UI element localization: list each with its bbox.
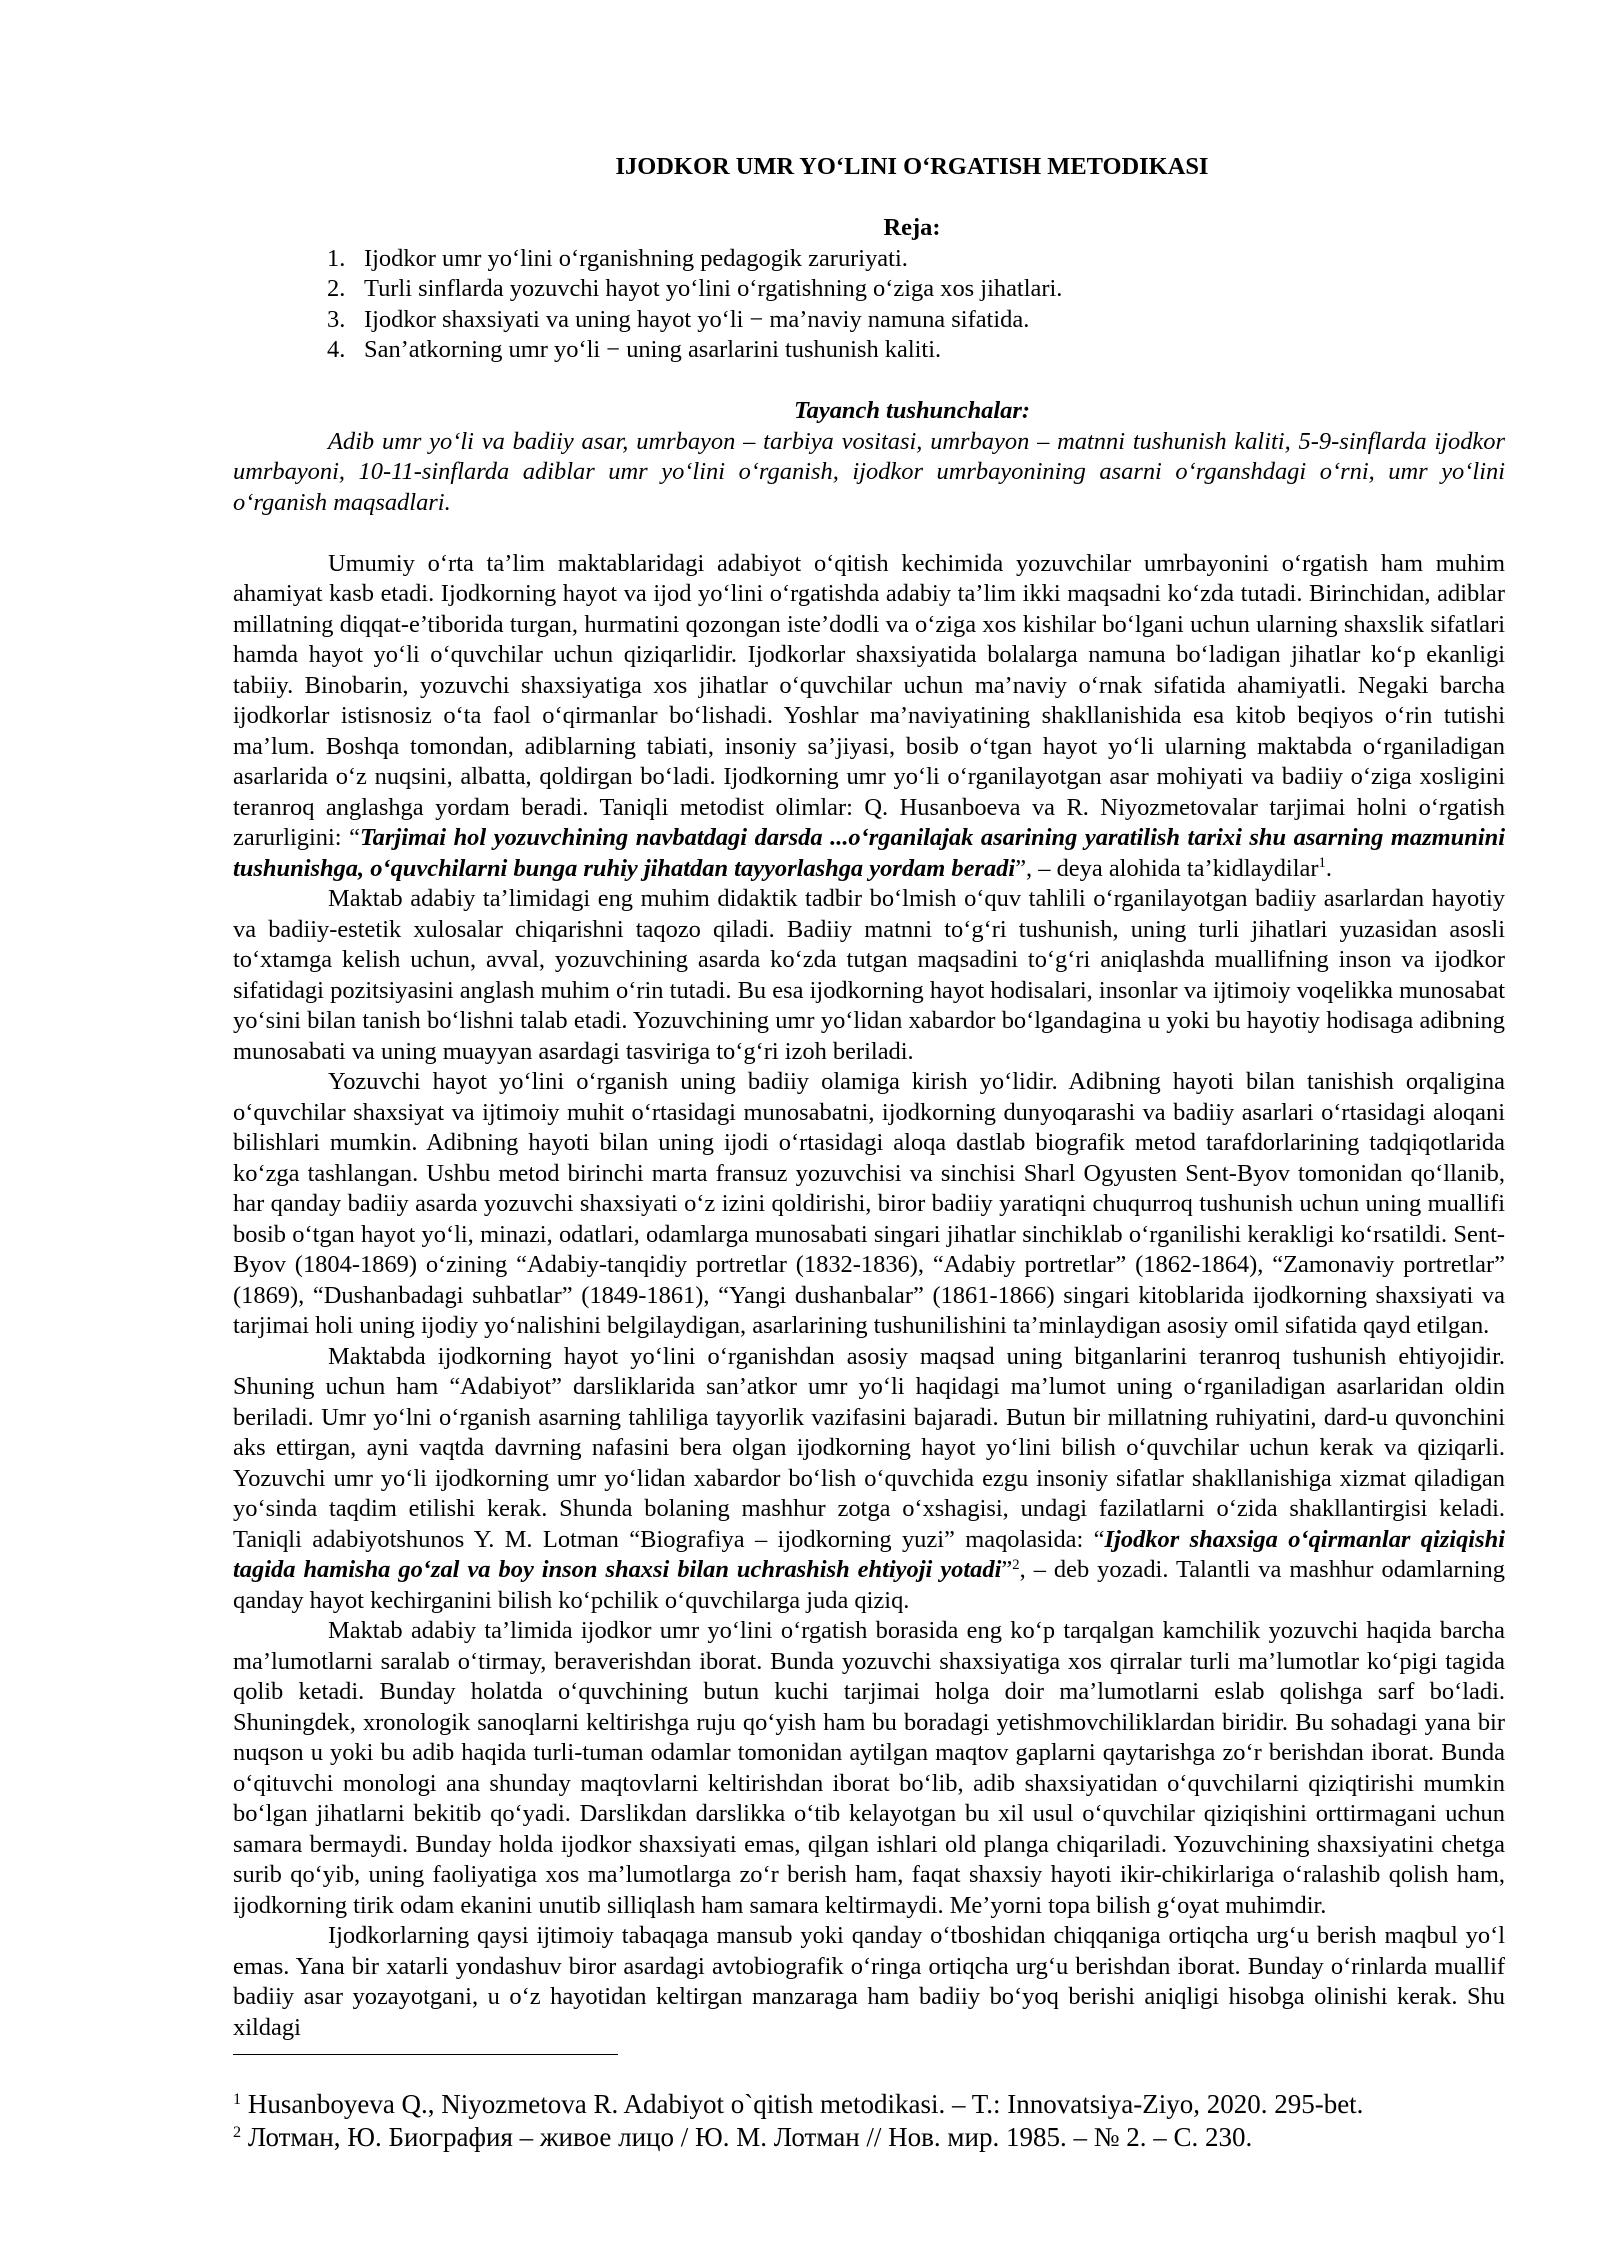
plan-item-text: Turli sinflarda yozuvchi hayot yo‘lini o‘rgatishning o‘ziga xos jihatlari. (364, 275, 1063, 302)
plan-list (233, 244, 1505, 366)
plan-item (233, 274, 1505, 305)
paragraph-text: , – deb yozadi. Talantli va mashhur odamlarning qanday hayot kechirganini bilish ko‘pchilik o‘quvchilarga juda qiziq. (233, 1556, 1505, 1614)
body-paragraph-5: Maktab adabiy ta’limida ijodkor umr yo‘lini o‘rgatish borasida eng ko‘p tarqalgan kamchilik yozuvchi haqida barcha ma’lumotlarni saralab o‘tirmay, beraverishdan iborat. Bunda yozuvchi shaxsiyatiga xos qirralar turli ma’lumotlar ko‘pigi tagida qolib ketadi. Bunday holatda o‘quvchining butun kuchi tarjimai holga doir ma’lumotlarni eslab qolishga sarf bo‘ladi. Shuningdek, xronologik sanoqlarni keltirishga ruju qo‘yish ham bu boradagi yetishmovchiliklardan biridir. Bu sohadagi yana bir nuqson u yoki bu adib haqida turli-tuman odamlar tomonidan aytilgan maqtov gaplarni qaytarishga zo‘r berishdan iborat. Bunda o‘qituvchi monologi ana shunday maqtovlarni keltirishdan iborat bo‘lib, adib shaxsiyatidan o‘quvchilarni qiziqtirishi mumkin bo‘lgan jihatlarni bekitib qo‘yadi. Darslikdan darslikka o‘tib kelayotgan bu xil usul o‘quvchilar qiziqishini orttirmagani uchun samara bermaydi. Bunday holda ijodkor shaxsiyati emas, qilgan ishlari old planga chiqariladi. Yozuvchining shaxsiyatini chetga surib qo‘yib, uning faoliyatiga xos ma’lumotlarga zo‘r berish ham, faqat shaxsiy hayoti ikir-chikirlariga o‘ralashib qolish ham, ijodkorning tirik odam ekanini unutib silliqlash ham samara keltirmaydi. Me’yorni topa bilish g‘oyat muhimdir. (233, 1617, 1505, 1919)
page-title: IJODKOR UMR YO‘LINI O‘RGATISH METODIKASI (615, 153, 1209, 180)
plan-item-number: 1. (327, 244, 346, 272)
blank-line (233, 366, 1505, 397)
page-content (233, 152, 1505, 2154)
body-paragraph-3: Yozuvchi hayot yo‘lini o‘rganish uning badiiy olamiga kirish yo‘lidir. Adibning hayoti bilan tanishish orqaligina o‘quvchilar shaxsiyat va ijtimoiy muhit o‘rtasidagi munosabatni, ijodkorning dunyoqarashi va badiiy asarlari o‘rtasidagi aloqani bilishlari mumkin. Adibning hayoti bilan uning ijodi o‘rtasidagi aloqa dastlab biografik metod tarafdorlarining tadqiqotlarida ko‘zga tashlangan. Ushbu metod birinchi marta fransuz yozuvchisi va sinchisi Sharl Ogyusten Sent-Byov tomonidan qo‘llanib, har qanday badiiy asarda yozuvchi shaxsiyati o‘z izini qoldirishi, biror badiiy yaratiqni chuqurroq tushunish uchun uning muallifi bosib o‘tgan hayot yo‘li, minazi, odatlari, odamlarga munosabati singari jihatlar sinchiklab o‘rganilishi kerakligi ko‘rsatildi. Sent-Byov (1804-1869) o‘zining “Adabiy-tanqidiy portretlar (1832-1836), “Adabiy portretlar” (1862-1864), “Zamonaviy portretlar” (1869), “Dushanbadagi suhbatlar” (1849-1861), “Yangi dushanbalar” (1861-1866) singari kitoblarida ijodkorning shaxsiyati va tarjimai holi uning ijodiy yo‘nalishini belgilaydigan, asarlarining tushunilishini ta’minlaydigan asosiy omil sifatida qayd etilgan. (233, 1068, 1505, 1339)
body-paragraph-2: Maktab adabiy ta’limidagi eng muhim didaktik tadbir bo‘lmish o‘quv tahlili o‘rganilayotgan badiiy asarlardan hayotiy va badiiy-estetik xulosalar chiqarishni taqozo qiladi. Badiiy matnni to‘g‘ri tushunish, uning turli jihatlari yuzasidan asosli to‘xtamga kelish uchun, avval, yozuvchining asarda ko‘zda tutgan maqsadini to‘g‘ri aniqlashda muallifning inson va ijodkor sifatidagi pozitsiyasini anglash muhim o‘rin tutadi. Bu esa ijodkorning hayot hodisalari, insonlar va ijtimoiy voqelikka munosabat yo‘sini bilan tanish bo‘lishni talab etadi. Yozuvchining umr yo‘lidan xabardor bo‘lgandagina u yoki bu hayotiy hodisaga adibning munosabati va uning muayyan asardagi tasviriga to‘g‘ri izoh beriladi. (233, 885, 1505, 1065)
body-paragraph-1 (233, 549, 1505, 885)
plan-item-text: San’atkorning umr yo‘li − uning asarlarini tushunish kaliti. (364, 336, 942, 363)
footnote-reference: 2 (1012, 1556, 1020, 1573)
footnote-reference: 1 (1318, 855, 1326, 872)
quotation: Ijodkor shaxsiga o‘qirmanlar qiziqishi tagida hamisha go‘zal va boy inson shaxsi bilan uchrashish ehtiyoji yotadi (233, 1525, 1505, 1583)
footnote-text: Husanboyeva Q., Niyozmetova R. Adabiyot o`qitish metodikasi. – T.: Innovatsiya-Ziyo, 2020. 295-bet. (247, 2089, 1364, 2119)
plan-heading: Reja: (883, 214, 941, 241)
footnote (233, 2121, 1505, 2154)
body-paragraph-4 (233, 1342, 1505, 1617)
paragraph-text: Umumiy o‘rta ta’lim maktablaridagi adabiyot o‘qitish kechimida yozuvchilar umrbayonini o‘rgatish ham muhim ahamiyat kasb etadi. Ijodkorning hayot va ijod yo‘lini o‘rgatishda adabiy ta’lim ikki maqsadni ko‘zda tutadi. Birinchidan, adiblar millatning diqqat-e’tiborida turgan, hurmatini qozongan iste’dodli va o‘ziga xos kishilar bo‘lgani uchun ularning shaxslik sifatlari hamda hayot yo‘li o‘quvchilar uchun qiziqarlidir. Ijodkorlar shaxsiyatida bolalarga namuna bo‘ladigan jihatlar ko‘p ekanligi tabiiy. Binobarin, yozuvchi shaxsiyatiga xos jihatlar o‘quvchilar uchun ma’naviy o‘rnak sifatida ahamiyatli. Negaki barcha ijodkorlar istisnosiz o‘ta faol o‘qirmanlar bo‘lishadi. Yoshlar ma’naviyatining shakllanishida esa kitob beqiyos o‘rin tutishi ma’lum. Boshqa tomondan, adiblarning tabiati, insoniy sa’jiyasi, bosib o‘tgan hayot yo‘li ularning maktabda o‘rganiladigan asarlarida o‘z nuqsini, albatta, qoldirgan bo‘ladi. Ijodkorning umr yo‘li o‘rganilayotgan asar mohiyati va badiiy o‘ziga xosligini teranroq anglashga yordam beradi. Taniqli metodist olimlar: Q. Husanboeva va R. Niyozmetovalar tarjimai holni o‘rgatish zarurligini: “ (233, 549, 1505, 851)
plan-item-text: Ijodkor shaxsiyati va uning hayot yo‘li − ma’naviy namuna sifatida. (364, 305, 1030, 333)
quotation: Tarjimai hol yozuvchining navbatdagi darsda ...o‘rganilajak asarining yaratilish tarixi shu asarning mazmunini tushunishga, o‘quvchilarni bunga ruhiy jihatdan tayyorlashga yordam beradi (233, 824, 1505, 882)
plan-item-number: 4. (327, 336, 346, 363)
plan-item-number: 2. (327, 275, 346, 302)
paragraph-text: ” (1001, 1556, 1013, 1583)
key-concepts-heading: Tayanch tushunchalar: (793, 397, 1031, 424)
plan-item (233, 244, 1505, 275)
footnote (233, 2088, 1505, 2121)
paragraph-text: ”, – deya alohida ta’kidlaydilar (1015, 854, 1319, 882)
plan-item (233, 305, 1505, 336)
plan-item (233, 335, 1505, 366)
footnote-mark: 1 (233, 2090, 242, 2109)
footnote-text: Лотман, Ю. Биография – живое лицо / Ю. М. Лотман // Нов. мир. 1985. – № 2. – С. 230. (247, 2122, 1253, 2152)
paragraph-text: . (1325, 854, 1332, 882)
paragraph-text: Maktabda ijodkorning hayot yo‘lini o‘rganishdan asosiy maqsad uning bitganlarini teranroq tushunish ehtiyojidir. Shuning uchun ham “Adabiyot” darsliklarida san’atkor umr yo‘li haqidagi ma’lumot uning o‘rganiladigan asarlaridan oldin beriladi. Umr yo‘lni o‘rganish asarning tahliliga tayyorlik vazifasini bajaradi. Butun bir millatning ruhiyatini, dard-u quvonchini aks ettirgan, ayni vaqtda davrning nafasini bera olgan ijodkorning hayot yo‘lini bilish o‘quvchilar uchun kerak va qiziqarli. Yozuvchi umr yo‘li ijodkorning umr yo‘lidan xabardor bo‘lish o‘quvchida ezgu insoniy sifatlar shakllanishiga xizmat qiladigan yo‘sinda taqdim etilishi kerak. Shunda bolaning mashhur zotga o‘xshagisi, undagi fazilatlarni o‘zida shakllantirgisi keladi. Taniqli adabiyotshunos Y. M. Lotman “Biografiya – ijodkorning yuzi” maqolasida: “ (233, 1342, 1505, 1553)
blank-line (233, 518, 1505, 549)
main-text (233, 152, 1505, 2054)
blank-line (233, 183, 1505, 214)
body-paragraph-6: Ijodkorlarning qaysi ijtimoiy tabaqaga mansub yoki qanday o‘tboshidan chiqqaniga ortiqcha urg‘u berish maqbul yo‘l emas. Yana bir xatarli yondashuv biror asardagi avtobiografik o‘ringa ortiqcha urg‘u berishdan iborat. Bunday o‘rinlarda muallif badiiy asar yozayotgani, u o‘z hayotidan keltirgan manzaraga ham badiiy bo‘yoq berishi aniqligi hisobga olinishi kerak. Shu xildagi (233, 1922, 1505, 2041)
plan-item-text: Ijodkor umr yo‘lini o‘rganishning pedagogik zaruriyati. (364, 244, 908, 272)
plan-item-number: 3. (327, 305, 346, 333)
footnotes (233, 2055, 1505, 2154)
footnote-mark: 2 (233, 2123, 242, 2142)
key-concepts-text: Adib umr yo‘li va badiiy asar, umrbayon – tarbiya vositasi, umrbayon – matnni tushunish kaliti, 5-9-sinflarda ijodkor umrbayoni, 10-11-sinflarda adiblar umr yo‘lini o‘rganish, ijodkor umrbayonining asarni o‘rganshdagi o‘rni, umr yo‘lini o‘rganish maqsadlari. (233, 427, 1505, 516)
